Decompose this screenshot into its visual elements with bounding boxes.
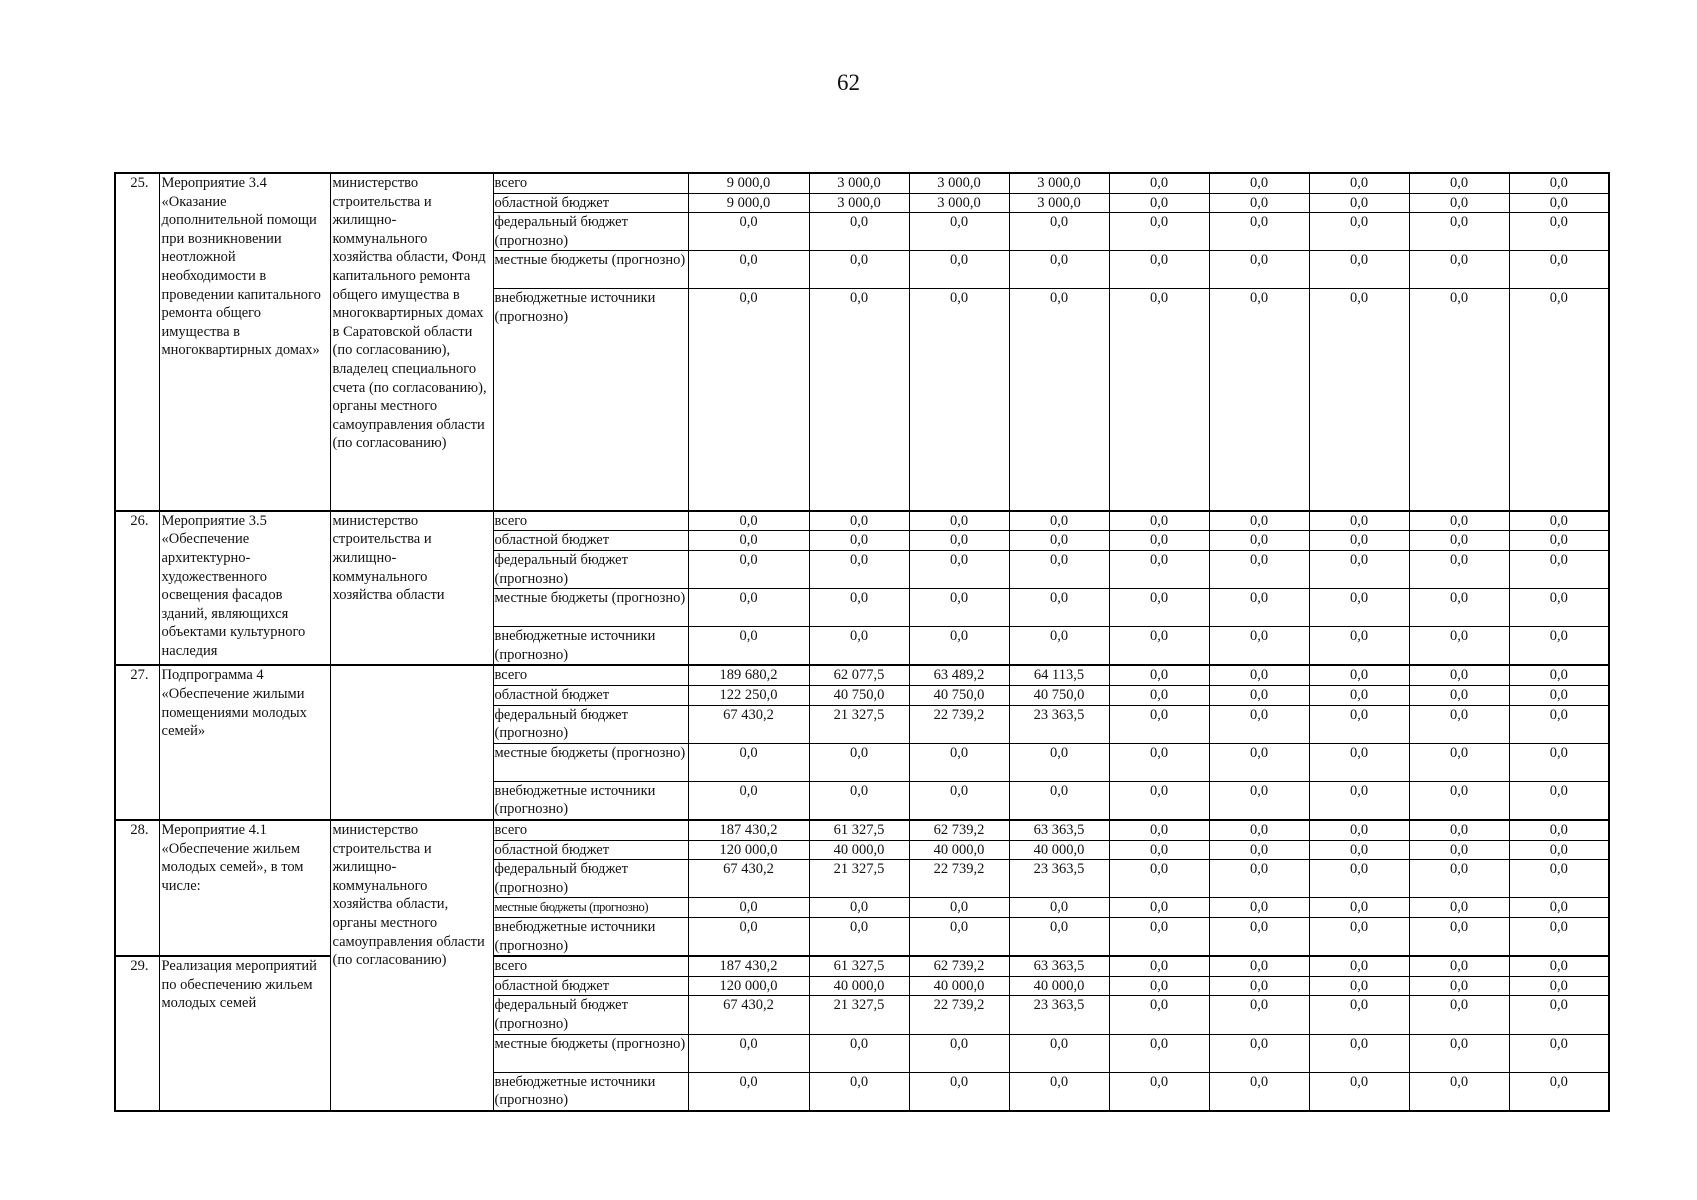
funding-source-local: местные бюджеты (прогнозно) [493, 898, 688, 918]
funding-source-extra: внебюджетные источники (прогнозно) [493, 1072, 688, 1111]
amount-cell: 189 680,2 [688, 665, 809, 685]
amount-cell: 0,0 [1409, 781, 1509, 820]
amount-cell: 0,0 [688, 251, 809, 289]
amount-cell: 0,0 [809, 1034, 909, 1072]
amount-cell: 0,0 [809, 917, 909, 956]
amount-cell: 63 363,5 [1009, 956, 1109, 976]
amount-cell: 0,0 [1409, 743, 1509, 781]
amount-cell: 0,0 [1109, 840, 1209, 860]
amount-cell: 23 363,5 [1009, 996, 1109, 1034]
funding-source-federal: федеральный бюджет (прогнозно) [493, 705, 688, 743]
funding-source-regional: областной бюджет [493, 193, 688, 213]
amount-cell: 0,0 [1509, 551, 1609, 589]
amount-cell: 9 000,0 [688, 173, 809, 193]
amount-cell: 0,0 [688, 511, 809, 531]
table-body [115, 173, 1609, 1111]
amount-cell: 0,0 [1509, 917, 1609, 956]
amount-cell: 0,0 [1509, 996, 1609, 1034]
budget-table [114, 172, 1610, 1112]
amount-cell: 187 430,2 [688, 956, 809, 976]
amount-cell: 0,0 [1509, 898, 1609, 918]
amount-cell: 0,0 [1209, 917, 1309, 956]
amount-cell: 0,0 [1409, 627, 1509, 666]
amount-cell: 0,0 [688, 1072, 809, 1111]
amount-cell: 0,0 [1109, 173, 1209, 193]
amount-cell: 0,0 [1109, 898, 1209, 918]
amount-cell: 0,0 [1009, 1072, 1109, 1111]
amount-cell: 22 739,2 [909, 996, 1009, 1034]
amount-cell: 0,0 [1509, 686, 1609, 706]
amount-cell: 0,0 [1209, 531, 1309, 551]
amount-cell: 40 750,0 [809, 686, 909, 706]
funding-source-extra: внебюджетные источники (прогнозно) [493, 289, 688, 511]
amount-cell: 0,0 [1109, 531, 1209, 551]
executor: министерство строительства и жилищно-коммунального хозяйства области [330, 511, 493, 666]
amount-cell: 0,0 [688, 743, 809, 781]
amount-cell: 22 739,2 [909, 860, 1009, 898]
amount-cell: 0,0 [809, 531, 909, 551]
row-number: 26. [115, 511, 159, 666]
amount-cell: 0,0 [1209, 589, 1309, 627]
amount-cell: 0,0 [1509, 589, 1609, 627]
funding-source-total: всего [493, 665, 688, 685]
amount-cell: 0,0 [1209, 551, 1309, 589]
amount-cell: 0,0 [1209, 193, 1309, 213]
funding-source-regional: областной бюджет [493, 840, 688, 860]
amount-cell: 0,0 [1409, 289, 1509, 511]
amount-cell: 0,0 [1509, 743, 1609, 781]
amount-cell: 0,0 [688, 213, 809, 251]
amount-cell: 0,0 [909, 627, 1009, 666]
amount-cell: 0,0 [688, 898, 809, 918]
amount-cell: 0,0 [1109, 589, 1209, 627]
amount-cell: 23 363,5 [1009, 860, 1109, 898]
amount-cell: 0,0 [1209, 665, 1309, 685]
amount-cell: 3 000,0 [809, 193, 909, 213]
amount-cell: 0,0 [1209, 898, 1309, 918]
amount-cell: 0,0 [909, 1072, 1009, 1111]
funding-source-extra: внебюджетные источники (прогнозно) [493, 917, 688, 956]
funding-source-total: всего [493, 956, 688, 976]
amount-cell: 0,0 [1209, 820, 1309, 840]
amount-cell: 0,0 [1009, 743, 1109, 781]
amount-cell: 0,0 [1209, 627, 1309, 666]
amount-cell: 0,0 [1509, 956, 1609, 976]
amount-cell: 0,0 [909, 213, 1009, 251]
amount-cell: 0,0 [1409, 1034, 1509, 1072]
amount-cell: 0,0 [1209, 781, 1309, 820]
amount-cell: 0,0 [1309, 289, 1409, 511]
amount-cell: 0,0 [1309, 589, 1409, 627]
amount-cell: 0,0 [1509, 289, 1609, 511]
amount-cell: 0,0 [1309, 1034, 1409, 1072]
measure-name: Мероприятие 3.5 «Обеспечение архитектурно-художественного освещения фасадов зданий, являющихся объектами культурного наследия [159, 511, 330, 666]
amount-cell: 0,0 [809, 1072, 909, 1111]
amount-cell: 0,0 [1209, 1072, 1309, 1111]
amount-cell: 0,0 [1409, 665, 1509, 685]
amount-cell: 0,0 [1209, 251, 1309, 289]
amount-cell: 0,0 [1209, 289, 1309, 511]
amount-cell: 0,0 [1509, 173, 1609, 193]
amount-cell: 0,0 [1509, 511, 1609, 531]
amount-cell: 0,0 [1209, 511, 1309, 531]
amount-cell: 0,0 [1109, 251, 1209, 289]
amount-cell: 0,0 [909, 743, 1009, 781]
measure-name: Мероприятие 3.4 «Оказание дополнительной помощи при возникновении неотложной необходимости в проведении капитального ремонта общего имущества в многоквартирных домах» [159, 173, 330, 511]
amount-cell: 0,0 [1109, 686, 1209, 706]
amount-cell: 0,0 [809, 289, 909, 511]
amount-cell: 67 430,2 [688, 705, 809, 743]
amount-cell: 67 430,2 [688, 860, 809, 898]
funding-source-total: всего [493, 820, 688, 840]
funding-source-extra: внебюджетные источники (прогнозно) [493, 781, 688, 820]
amount-cell: 3 000,0 [909, 193, 1009, 213]
amount-cell: 40 000,0 [1009, 976, 1109, 996]
amount-cell: 0,0 [1209, 840, 1309, 860]
funding-source-local: местные бюджеты (прогнозно) [493, 251, 688, 289]
amount-cell: 0,0 [909, 898, 1009, 918]
amount-cell: 0,0 [1409, 511, 1509, 531]
funding-source-federal: федеральный бюджет (прогнозно) [493, 213, 688, 251]
amount-cell: 0,0 [1109, 511, 1209, 531]
row-number: 25. [115, 173, 159, 511]
amount-cell: 0,0 [1009, 627, 1109, 666]
amount-cell: 40 750,0 [909, 686, 1009, 706]
amount-cell: 3 000,0 [1009, 193, 1109, 213]
executor: министерство строительства и жилищно-коммунального хозяйства области, Фонд капитального ремонта общего имущества в многоквартирных домах в Саратовской области (по согласованию), владелец специального счета (по согласованию), органы местного самоуправления области (по согласованию) [330, 173, 493, 511]
amount-cell: 0,0 [1009, 589, 1109, 627]
amount-cell: 0,0 [1309, 551, 1409, 589]
amount-cell: 23 363,5 [1009, 705, 1109, 743]
amount-cell: 0,0 [1209, 686, 1309, 706]
amount-cell: 0,0 [809, 551, 909, 589]
amount-cell: 0,0 [809, 589, 909, 627]
amount-cell: 63 363,5 [1009, 820, 1109, 840]
amount-cell: 0,0 [909, 1034, 1009, 1072]
amount-cell: 0,0 [1109, 956, 1209, 976]
amount-cell: 0,0 [1309, 781, 1409, 820]
amount-cell: 0,0 [1509, 665, 1609, 685]
amount-cell: 0,0 [1509, 820, 1609, 840]
amount-cell: 0,0 [1009, 511, 1109, 531]
amount-cell: 0,0 [1109, 781, 1209, 820]
amount-cell: 0,0 [1109, 860, 1209, 898]
funding-source-extra: внебюджетные источники (прогнозно) [493, 627, 688, 666]
amount-cell: 0,0 [1109, 289, 1209, 511]
amount-cell: 0,0 [1409, 551, 1509, 589]
amount-cell: 0,0 [1109, 1034, 1209, 1072]
amount-cell: 0,0 [1509, 193, 1609, 213]
amount-cell: 0,0 [688, 1034, 809, 1072]
amount-cell: 67 430,2 [688, 996, 809, 1034]
amount-cell: 0,0 [1309, 665, 1409, 685]
amount-cell: 0,0 [1109, 917, 1209, 956]
amount-cell: 40 750,0 [1009, 686, 1109, 706]
amount-cell: 0,0 [1209, 173, 1309, 193]
amount-cell: 0,0 [1309, 173, 1409, 193]
funding-source-total: всего [493, 173, 688, 193]
funding-source-local: местные бюджеты (прогнозно) [493, 1034, 688, 1072]
amount-cell: 0,0 [1109, 551, 1209, 589]
amount-cell: 3 000,0 [809, 173, 909, 193]
amount-cell: 187 430,2 [688, 820, 809, 840]
amount-cell: 0,0 [1209, 213, 1309, 251]
measure-name: Реализация мероприятий по обеспечению жильем молодых семей [159, 956, 330, 1111]
amount-cell: 62 077,5 [809, 665, 909, 685]
amount-cell: 0,0 [1509, 213, 1609, 251]
amount-cell: 0,0 [1309, 840, 1409, 860]
amount-cell: 0,0 [688, 627, 809, 666]
amount-cell: 0,0 [1409, 860, 1509, 898]
amount-cell: 0,0 [1109, 976, 1209, 996]
amount-cell: 0,0 [809, 511, 909, 531]
amount-cell: 0,0 [1109, 193, 1209, 213]
amount-cell: 0,0 [688, 289, 809, 511]
amount-cell: 0,0 [1309, 1072, 1409, 1111]
amount-cell: 0,0 [1009, 551, 1109, 589]
table-row [115, 173, 1609, 193]
table-row [115, 665, 1609, 685]
amount-cell: 0,0 [1309, 976, 1409, 996]
amount-cell: 0,0 [1009, 917, 1109, 956]
amount-cell: 40 000,0 [909, 840, 1009, 860]
amount-cell: 3 000,0 [909, 173, 1009, 193]
amount-cell: 0,0 [909, 917, 1009, 956]
amount-cell: 21 327,5 [809, 705, 909, 743]
funding-source-federal: федеральный бюджет (прогнозно) [493, 860, 688, 898]
amount-cell: 63 489,2 [909, 665, 1009, 685]
amount-cell: 0,0 [1109, 1072, 1209, 1111]
amount-cell: 22 739,2 [909, 705, 1009, 743]
row-number: 29. [115, 956, 159, 1111]
amount-cell: 0,0 [1009, 781, 1109, 820]
amount-cell: 0,0 [909, 511, 1009, 531]
amount-cell: 0,0 [1309, 956, 1409, 976]
amount-cell: 0,0 [1309, 193, 1409, 213]
amount-cell: 3 000,0 [1009, 173, 1109, 193]
amount-cell: 0,0 [1509, 1072, 1609, 1111]
amount-cell: 0,0 [1509, 531, 1609, 551]
amount-cell: 0,0 [909, 589, 1009, 627]
amount-cell: 40 000,0 [909, 976, 1009, 996]
amount-cell: 0,0 [909, 551, 1009, 589]
amount-cell: 0,0 [1409, 705, 1509, 743]
amount-cell: 0,0 [1409, 1072, 1509, 1111]
amount-cell: 0,0 [1309, 917, 1409, 956]
amount-cell: 0,0 [809, 743, 909, 781]
amount-cell: 0,0 [1009, 213, 1109, 251]
amount-cell: 0,0 [1309, 743, 1409, 781]
amount-cell: 0,0 [1309, 531, 1409, 551]
amount-cell: 0,0 [1509, 860, 1609, 898]
amount-cell: 0,0 [909, 781, 1009, 820]
amount-cell: 0,0 [1409, 173, 1509, 193]
funding-source-local: местные бюджеты (прогнозно) [493, 589, 688, 627]
amount-cell: 0,0 [1509, 251, 1609, 289]
amount-cell: 0,0 [1009, 531, 1109, 551]
amount-cell: 0,0 [1509, 976, 1609, 996]
amount-cell: 0,0 [809, 781, 909, 820]
amount-cell: 0,0 [1409, 898, 1509, 918]
funding-source-local: местные бюджеты (прогнозно) [493, 743, 688, 781]
amount-cell: 0,0 [809, 251, 909, 289]
amount-cell: 40 000,0 [809, 840, 909, 860]
amount-cell: 120 000,0 [688, 976, 809, 996]
row-number: 27. [115, 665, 159, 820]
amount-cell: 0,0 [1109, 213, 1209, 251]
amount-cell: 0,0 [1309, 898, 1409, 918]
amount-cell: 40 000,0 [809, 976, 909, 996]
amount-cell: 0,0 [1509, 781, 1609, 820]
amount-cell: 9 000,0 [688, 193, 809, 213]
amount-cell: 0,0 [1409, 917, 1509, 956]
executor: министерство строительства и жилищно-коммунального хозяйства области, органы местного самоуправления области (по согласованию) [330, 820, 493, 1111]
amount-cell: 0,0 [1209, 956, 1309, 976]
amount-cell: 0,0 [1509, 705, 1609, 743]
amount-cell: 122 250,0 [688, 686, 809, 706]
amount-cell: 0,0 [1209, 860, 1309, 898]
amount-cell: 0,0 [1309, 705, 1409, 743]
measure-name: Подпрограмма 4 «Обеспечение жилыми помещениями молодых семей» [159, 665, 330, 820]
page-number: 62 [837, 70, 860, 95]
funding-source-regional: областной бюджет [493, 976, 688, 996]
amount-cell: 61 327,5 [809, 820, 909, 840]
funding-source-federal: федеральный бюджет (прогнозно) [493, 996, 688, 1034]
amount-cell: 0,0 [1209, 1034, 1309, 1072]
funding-source-total: всего [493, 511, 688, 531]
amount-cell: 0,0 [688, 531, 809, 551]
amount-cell: 0,0 [1209, 705, 1309, 743]
measure-name: Мероприятие 4.1 «Обеспечение жильем молодых семей», в том числе: [159, 820, 330, 956]
amount-cell: 0,0 [1409, 840, 1509, 860]
amount-cell: 0,0 [1409, 976, 1509, 996]
amount-cell: 0,0 [1409, 251, 1509, 289]
table-row [115, 511, 1609, 531]
amount-cell: 61 327,5 [809, 956, 909, 976]
funding-source-regional: областной бюджет [493, 531, 688, 551]
amount-cell: 62 739,2 [909, 956, 1009, 976]
amount-cell: 0,0 [809, 898, 909, 918]
amount-cell: 0,0 [688, 781, 809, 820]
amount-cell: 0,0 [1309, 686, 1409, 706]
amount-cell: 0,0 [1409, 589, 1509, 627]
amount-cell: 0,0 [1209, 743, 1309, 781]
amount-cell: 120 000,0 [688, 840, 809, 860]
amount-cell: 0,0 [1109, 627, 1209, 666]
amount-cell: 0,0 [1409, 686, 1509, 706]
amount-cell: 0,0 [1309, 251, 1409, 289]
amount-cell: 0,0 [1109, 820, 1209, 840]
funding-source-federal: федеральный бюджет (прогнозно) [493, 551, 688, 589]
amount-cell: 0,0 [688, 551, 809, 589]
amount-cell: 0,0 [1209, 976, 1309, 996]
amount-cell: 0,0 [1109, 996, 1209, 1034]
amount-cell: 0,0 [1509, 627, 1609, 666]
amount-cell: 0,0 [1209, 996, 1309, 1034]
amount-cell: 0,0 [1309, 996, 1409, 1034]
amount-cell: 0,0 [1309, 511, 1409, 531]
amount-cell: 0,0 [1109, 705, 1209, 743]
row-number: 28. [115, 820, 159, 956]
amount-cell: 0,0 [1509, 840, 1609, 860]
amount-cell: 0,0 [1309, 213, 1409, 251]
amount-cell: 0,0 [1409, 531, 1509, 551]
amount-cell: 0,0 [1009, 1034, 1109, 1072]
funding-source-regional: областной бюджет [493, 686, 688, 706]
amount-cell: 0,0 [1109, 665, 1209, 685]
amount-cell: 0,0 [1409, 213, 1509, 251]
table-row [115, 820, 1609, 840]
amount-cell: 64 113,5 [1009, 665, 1109, 685]
amount-cell: 0,0 [809, 213, 909, 251]
amount-cell: 0,0 [688, 589, 809, 627]
amount-cell: 0,0 [1409, 996, 1509, 1034]
amount-cell: 0,0 [1309, 860, 1409, 898]
amount-cell: 0,0 [688, 917, 809, 956]
amount-cell: 21 327,5 [809, 860, 909, 898]
amount-cell: 0,0 [909, 289, 1009, 511]
amount-cell: 0,0 [1409, 956, 1509, 976]
amount-cell: 0,0 [809, 627, 909, 666]
amount-cell: 0,0 [1409, 820, 1509, 840]
amount-cell: 0,0 [909, 531, 1009, 551]
amount-cell: 0,0 [1509, 1034, 1609, 1072]
amount-cell: 0,0 [1409, 193, 1509, 213]
amount-cell: 62 739,2 [909, 820, 1009, 840]
amount-cell: 0,0 [909, 251, 1009, 289]
executor [330, 665, 493, 820]
amount-cell: 21 327,5 [809, 996, 909, 1034]
amount-cell: 40 000,0 [1009, 840, 1109, 860]
amount-cell: 0,0 [1009, 289, 1109, 511]
amount-cell: 0,0 [1109, 743, 1209, 781]
amount-cell: 0,0 [1309, 627, 1409, 666]
amount-cell: 0,0 [1309, 820, 1409, 840]
amount-cell: 0,0 [1009, 251, 1109, 289]
amount-cell: 0,0 [1009, 898, 1109, 918]
